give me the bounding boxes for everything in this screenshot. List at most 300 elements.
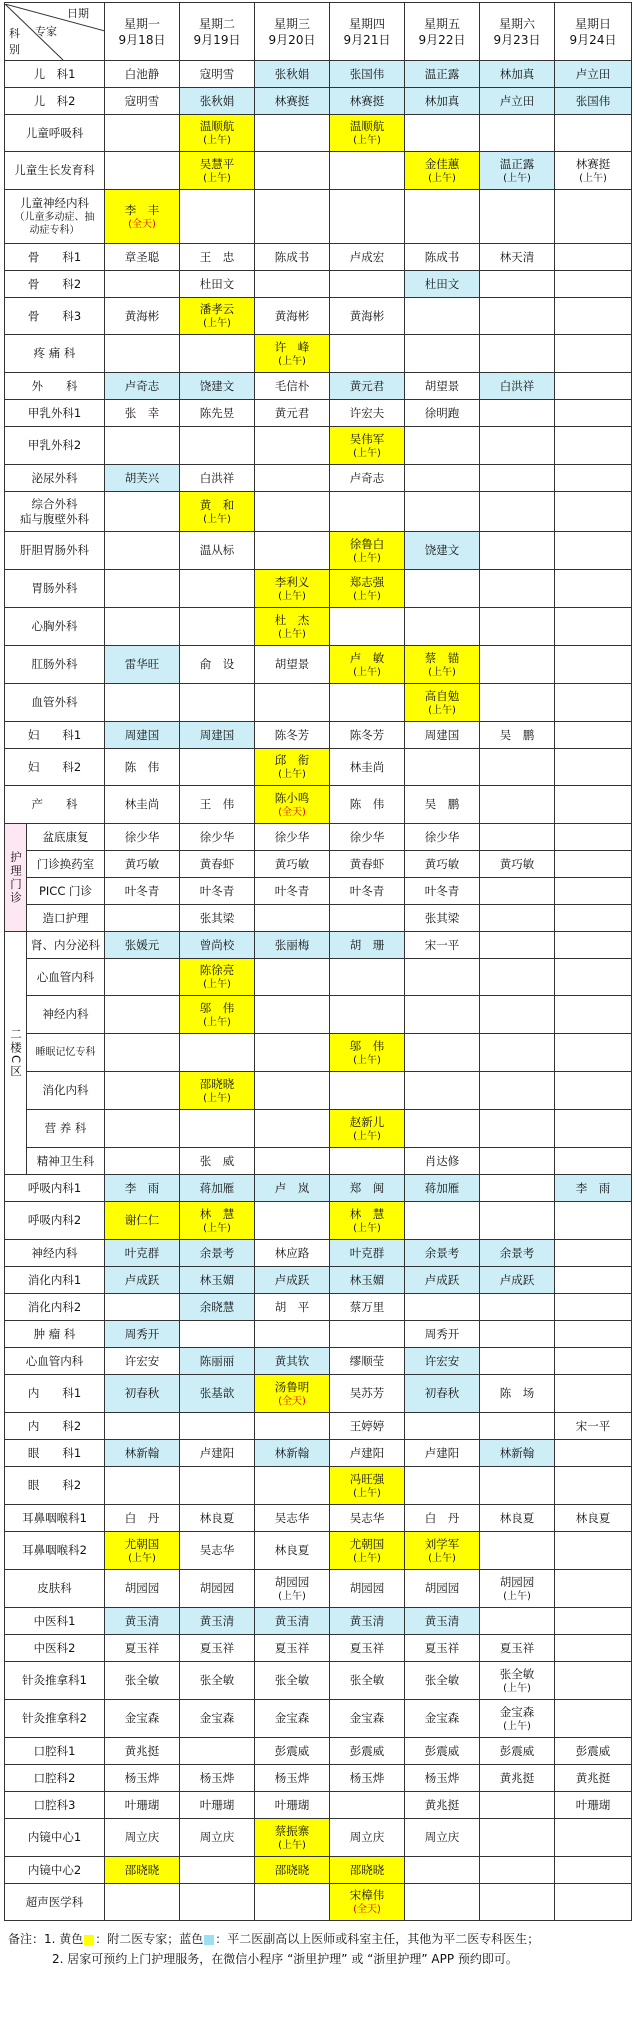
dept-name: 神经内科: [31, 1245, 78, 1260]
dept-name: 骨 科1: [27, 249, 82, 264]
doctor-name: 赵新儿: [349, 1114, 385, 1129]
doctor-cell: [480, 932, 555, 959]
doctor-cell: [180, 1738, 255, 1765]
doctor-cell: [480, 1413, 555, 1440]
doctor-name: 吴志华: [274, 1510, 310, 1525]
doctor-cell: [555, 1294, 632, 1321]
schedule-row: [5, 1110, 632, 1148]
doctor-name: 黄春虾: [349, 856, 385, 871]
doctor-name: 卢奇志: [349, 470, 385, 485]
schedule-row: [5, 492, 632, 532]
schedule-row: [5, 1819, 632, 1857]
doctor-cell: [105, 492, 180, 532]
doctor-cell: [405, 465, 480, 492]
doctor-cell: [105, 1884, 180, 1921]
doctor-name: 陈 伟: [124, 759, 160, 774]
footnote-line-2: 2. 居家可预约上门护理服务，在微信小程序 “浙里护理” 或 “浙里护理” APP 预约即可。: [52, 1952, 518, 1966]
doctor-name: 宋一平: [424, 937, 460, 952]
doctor-name: 叶克群: [349, 1245, 385, 1260]
doctor-name: 夏玉祥: [274, 1640, 310, 1655]
doctor-cell: [255, 1321, 330, 1348]
doctor-cell: [405, 1110, 480, 1148]
doctor-cell: [105, 152, 180, 190]
doctor-name: 缪顺莹: [349, 1353, 385, 1368]
doctor-cell: [480, 1792, 555, 1819]
doctor-cell: [330, 1175, 405, 1202]
doctor-name: 张全敏: [199, 1673, 235, 1687]
schedule-row: [5, 646, 632, 684]
doctor-name: 周建国: [424, 727, 460, 742]
doctor-cell: [480, 1608, 555, 1635]
doctor-cell: [255, 1148, 330, 1175]
doctor-name: 李 雨: [124, 1180, 160, 1195]
doctor-name: 黄巧敏: [274, 856, 310, 871]
doctor-cell: [480, 1738, 555, 1765]
doctor-cell: [405, 61, 480, 88]
doctor-cell: [480, 749, 555, 786]
dept-name: 疼 痛 科: [33, 346, 76, 360]
dept-cell: [5, 532, 105, 570]
doctor-name: 胡园园: [274, 1574, 310, 1589]
session-note: (全天): [278, 806, 306, 818]
dept-cell: [5, 1792, 105, 1819]
session-note: (上午): [278, 1590, 306, 1602]
doctor-name: 郑 闽: [349, 1180, 385, 1195]
doctor-cell: [180, 1857, 255, 1884]
doctor-name: 胡 平: [274, 1299, 310, 1314]
doctor-cell: [555, 190, 632, 244]
doctor-cell: [105, 1467, 180, 1505]
day-name: 星期六: [498, 16, 535, 31]
dept-name: 营 养 科: [44, 1121, 87, 1135]
dept-name: 产 科: [31, 797, 78, 811]
doctor-name: 胡园园: [424, 1581, 460, 1595]
doctor-name: 白洪祥: [199, 470, 235, 485]
doctor-name: 叶冬青: [424, 883, 460, 898]
doctor-name: 叶冬青: [349, 883, 385, 898]
doctor-name: 卢成跃: [124, 1272, 160, 1287]
doctor-cell: [555, 1765, 632, 1792]
doctor-name: 饶建文: [199, 378, 235, 393]
doctor-cell: [480, 1072, 555, 1110]
doctor-name: 张其梁: [199, 910, 235, 925]
doctor-cell: [105, 1148, 180, 1175]
dept-name: 血管外科: [31, 695, 78, 709]
doctor-name: 林赛挺: [575, 156, 611, 171]
doctor-cell: [555, 298, 632, 335]
doctor-cell: [180, 1321, 255, 1348]
dept-name: 心血管内科: [36, 969, 95, 984]
doctor-name: 初春秋: [124, 1386, 160, 1400]
doctor-cell: [555, 1857, 632, 1884]
doctor-cell: [555, 1505, 632, 1532]
doctor-cell: [255, 749, 330, 786]
doctor-cell: [180, 465, 255, 492]
doctor-name: 吴 鹏: [499, 727, 535, 742]
session-note: (上午): [428, 704, 456, 716]
doctor-cell: [180, 1792, 255, 1819]
doctor-cell: [480, 427, 555, 465]
schedule-row: [5, 61, 632, 88]
dept-name: 消化内科: [42, 1083, 89, 1097]
doctor-name: 余景考: [424, 1245, 460, 1260]
dept-cell: [27, 996, 105, 1034]
doctor-name: 陈徐亮: [199, 963, 235, 977]
doctor-cell: [555, 1792, 632, 1819]
dept-cell: [5, 1505, 105, 1532]
doctor-name: 林新翰: [499, 1445, 535, 1460]
doctor-cell: [330, 400, 405, 427]
schedule-row: [5, 959, 632, 996]
doctor-cell: [480, 684, 555, 722]
doctor-cell: [180, 959, 255, 996]
doctor-name: 黄元君: [349, 378, 385, 393]
doctor-cell: [330, 1819, 405, 1857]
doctor-cell: [555, 1467, 632, 1505]
doctor-name: 林 慧: [199, 1206, 235, 1221]
dept-cell: [5, 88, 105, 115]
doctor-name: 邱 衔: [274, 753, 310, 767]
doctor-cell: [480, 1321, 555, 1348]
dept-cell: [27, 905, 105, 932]
doctor-cell: [405, 427, 480, 465]
dept-name: 心胸外科: [31, 619, 78, 633]
doctor-name: 黄玉清: [349, 1613, 385, 1628]
dept-cell: [27, 824, 105, 851]
doctor-cell: [330, 271, 405, 298]
doctor-cell: [105, 1267, 180, 1294]
doctor-name: 尤朝国: [124, 1536, 160, 1551]
doctor-cell: [480, 1857, 555, 1884]
day-date: 9月20日: [268, 32, 316, 47]
doctor-name: 张全敏: [124, 1673, 160, 1687]
schedule-row: [5, 1413, 632, 1440]
doctor-cell: [330, 1857, 405, 1884]
doctor-cell: [480, 824, 555, 851]
dept-name: 中医科1: [33, 1613, 76, 1628]
dept-cell: [5, 1884, 105, 1921]
doctor-name: 张丽梅: [274, 937, 310, 952]
dept-name: 儿童呼吸科: [25, 125, 84, 140]
schedule-row: [5, 684, 632, 722]
doctor-cell: [405, 492, 480, 532]
doctor-cell: [180, 996, 255, 1034]
session-note: (上午): [503, 1720, 531, 1732]
day-name: 星期三: [273, 16, 310, 31]
doctor-cell: [555, 427, 632, 465]
doctor-name: 宋一平: [575, 1418, 611, 1433]
dept-cell: [5, 1321, 105, 1348]
doctor-name: 彭震威: [424, 1743, 460, 1758]
doctor-cell: [480, 959, 555, 996]
doctor-cell: [555, 1202, 632, 1240]
dept-cell: [5, 1440, 105, 1467]
doctor-name: 徐少华: [349, 829, 385, 844]
doctor-cell: [480, 1570, 555, 1608]
doctor-cell: [180, 1267, 255, 1294]
schedule-row: [5, 1765, 632, 1792]
dept-cell: [27, 1110, 105, 1148]
doctor-cell: [405, 152, 480, 190]
doctor-cell: [180, 190, 255, 244]
doctor-cell: [330, 1240, 405, 1267]
doctor-name: 林加真: [499, 66, 535, 81]
doctor-cell: [480, 1034, 555, 1072]
doctor-cell: [255, 61, 330, 88]
doctor-name: 林新翰: [124, 1445, 160, 1460]
doctor-name: 黄海彬: [274, 308, 310, 323]
doctor-name: 林玉媚: [199, 1272, 235, 1287]
doctor-cell: [405, 298, 480, 335]
doctor-cell: [105, 373, 180, 400]
doctor-name: 徐少华: [199, 829, 235, 844]
schedule-row: [5, 1662, 632, 1700]
doctor-cell: [555, 1532, 632, 1570]
session-note: (上午): [353, 552, 381, 564]
doctor-cell: [555, 1440, 632, 1467]
dept-cell: [27, 959, 105, 996]
doctor-cell: [255, 532, 330, 570]
dept-cell: [5, 1175, 105, 1202]
doctor-name: 林天清: [499, 249, 535, 264]
doctor-cell: [480, 722, 555, 749]
doctor-name: 周立庆: [124, 1830, 160, 1844]
doctor-cell: [105, 1505, 180, 1532]
session-note: (上午): [203, 979, 231, 990]
schedule-row: [5, 373, 632, 400]
doctor-name: 叶冬青: [199, 883, 235, 898]
dept-name: 骨 科3: [27, 308, 82, 323]
doctor-name: 张全敏: [499, 1666, 535, 1681]
doctor-name: 卢建阳: [349, 1445, 385, 1460]
dept-name: 消化内科1: [27, 1272, 82, 1287]
session-note: (上午): [203, 135, 231, 146]
dept-name: 超声医学科: [25, 1894, 84, 1909]
dept-name: 中医科2: [33, 1640, 76, 1655]
dept-name: 妇 科1: [27, 727, 82, 742]
doctor-name: 徐少华: [274, 829, 310, 844]
doctor-cell: [330, 1202, 405, 1240]
doctor-cell: [330, 959, 405, 996]
doctor-cell: [480, 1505, 555, 1532]
doctor-cell: [555, 996, 632, 1034]
doctor-name: 余景考: [199, 1245, 235, 1260]
doctor-cell: [555, 373, 632, 400]
doctor-cell: [405, 1570, 480, 1608]
doctor-name: 邵晓晓: [274, 1862, 310, 1877]
doctor-cell: [480, 1148, 555, 1175]
doctor-cell: [405, 996, 480, 1034]
doctor-cell: [555, 570, 632, 608]
doctor-name: 饶建文: [424, 543, 460, 557]
doctor-name: 余景考: [499, 1245, 535, 1260]
doctor-cell: [105, 786, 180, 824]
doctor-name: 白 丹: [424, 1510, 460, 1525]
doctor-cell: [255, 1034, 330, 1072]
doctor-name: 吴苏芳: [349, 1386, 385, 1400]
doctor-cell: [105, 1034, 180, 1072]
doctor-cell: [480, 1375, 555, 1413]
doctor-name: 彭震威: [499, 1743, 535, 1758]
doctor-name: 杨玉烨: [124, 1770, 160, 1785]
schedule-row: [5, 1635, 632, 1662]
doctor-cell: [330, 1148, 405, 1175]
dept-name: 针灸推拿科1: [22, 1673, 87, 1687]
schedule-row: [5, 88, 632, 115]
doctor-cell: [180, 1884, 255, 1921]
session-note: (上午): [278, 769, 306, 780]
doctor-cell: [105, 61, 180, 88]
doctor-name: 金宝森: [424, 1711, 460, 1725]
doctor-name: 雷华旺: [124, 657, 160, 671]
schedule-row: [5, 1467, 632, 1505]
session-note: (上午): [353, 135, 381, 146]
doctor-name: 林新翰: [274, 1445, 310, 1460]
doctor-cell: [330, 646, 405, 684]
doctor-cell: [255, 878, 330, 905]
doctor-cell: [105, 1375, 180, 1413]
corner-date-label: 日期: [67, 6, 89, 20]
schedule-row: [5, 570, 632, 608]
doctor-cell: [330, 1467, 405, 1505]
doctor-cell: [330, 824, 405, 851]
doctor-cell: [180, 722, 255, 749]
schedule-row: [5, 1375, 632, 1413]
dept-cell: [5, 1570, 105, 1608]
doctor-cell: [405, 1884, 480, 1921]
doctor-name: 黄元君: [274, 405, 310, 420]
doctor-name: 黄巧敏: [499, 856, 535, 871]
doctor-cell: [405, 115, 480, 152]
doctor-cell: [180, 492, 255, 532]
doctor-cell: [405, 684, 480, 722]
doctor-cell: [555, 905, 632, 932]
doctor-name: 黄玉清: [124, 1613, 160, 1628]
doctor-cell: [480, 1110, 555, 1148]
doctor-cell: [480, 400, 555, 427]
doctor-name: 杨玉烨: [349, 1770, 385, 1785]
doctor-name: 杨玉烨: [199, 1770, 235, 1785]
doctor-cell: [405, 646, 480, 684]
schedule-row: [5, 244, 632, 271]
doctor-cell: [405, 1375, 480, 1413]
day-header: [255, 3, 330, 61]
doctor-cell: [330, 152, 405, 190]
doctor-name: 黄兆挺: [124, 1743, 160, 1758]
doctor-name: 温顺航: [349, 119, 385, 133]
doctor-name: 白池静: [124, 66, 160, 81]
doctor-cell: [255, 271, 330, 298]
doctor-cell: [555, 1662, 632, 1700]
doctor-name: 宋樟伟: [349, 1888, 385, 1902]
doctor-cell: [405, 878, 480, 905]
doctor-name: 胡园园: [199, 1581, 235, 1595]
doctor-cell: [480, 1662, 555, 1700]
doctor-cell: [405, 244, 480, 271]
doctor-name: 张全敏: [424, 1673, 460, 1687]
doctor-cell: [105, 1738, 180, 1765]
schedule-row: [5, 1202, 632, 1240]
dept-cell: [5, 749, 105, 786]
doctor-cell: [180, 749, 255, 786]
schedule-row: [5, 1034, 632, 1072]
schedule-row: [5, 786, 632, 824]
schedule-row: [5, 1532, 632, 1570]
dept-cell: [5, 1700, 105, 1738]
doctor-cell: [405, 1700, 480, 1738]
doctor-name: 邵晓晓: [124, 1862, 160, 1877]
dept-name: 针灸推拿科2: [22, 1711, 87, 1725]
doctor-name: 金佳蕙: [424, 156, 460, 171]
doctor-cell: [180, 1765, 255, 1792]
doctor-cell: [480, 1467, 555, 1505]
doctor-cell: [405, 608, 480, 646]
doctor-name: 林赛挺: [274, 93, 310, 108]
session-note: (上午): [428, 1552, 456, 1564]
doctor-cell: [255, 959, 330, 996]
doctor-cell: [330, 1608, 405, 1635]
schedule-row: [5, 749, 632, 786]
dept-cell: [5, 298, 105, 335]
doctor-cell: [405, 1662, 480, 1700]
doctor-name: 陈丽丽: [199, 1353, 235, 1368]
doctor-cell: [180, 1034, 255, 1072]
dept-name: 内 科1: [27, 1386, 82, 1400]
doctor-cell: [480, 851, 555, 878]
doctor-name: 余晓慧: [199, 1299, 235, 1314]
session-note: (上午): [353, 1552, 381, 1564]
doctor-name: 张媛元: [124, 937, 160, 952]
doctor-cell: [105, 465, 180, 492]
doctor-name: 刘学军: [424, 1536, 460, 1551]
doctor-cell: [255, 1532, 330, 1570]
doctor-cell: [180, 878, 255, 905]
doctor-cell: [180, 1240, 255, 1267]
doctor-name: 寇明雪: [199, 66, 235, 81]
schedule-row: [5, 1175, 632, 1202]
doctor-cell: [330, 335, 405, 373]
doctor-name: 陈小鸣: [274, 790, 310, 805]
doctor-cell: [255, 1348, 330, 1375]
dept-cell: [5, 335, 105, 373]
doctor-cell: [555, 400, 632, 427]
doctor-name: 张秋娟: [274, 66, 310, 81]
doctor-cell: [180, 532, 255, 570]
doctor-name: 林良夏: [274, 1543, 310, 1557]
schedule-row: [5, 152, 632, 190]
schedule-row: [5, 1792, 632, 1819]
doctor-cell: [405, 190, 480, 244]
doctor-cell: [405, 271, 480, 298]
doctor-cell: [180, 1072, 255, 1110]
doctor-cell: [105, 244, 180, 271]
doctor-cell: [480, 335, 555, 373]
doctor-cell: [180, 1440, 255, 1467]
doctor-cell: [405, 1635, 480, 1662]
doctor-cell: [480, 646, 555, 684]
doctor-cell: [330, 1532, 405, 1570]
doctor-name: 许宏安: [424, 1353, 460, 1368]
dept-cell: [5, 1467, 105, 1505]
dept-name: 儿 科2: [33, 93, 76, 108]
schedule-row: [5, 115, 632, 152]
doctor-cell: [330, 1440, 405, 1467]
doctor-name: 胡芙兴: [124, 470, 160, 485]
doctor-cell: [555, 1635, 632, 1662]
doctor-cell: [105, 1321, 180, 1348]
session-note: (上午): [503, 1590, 531, 1602]
schedule-row: [5, 1240, 632, 1267]
